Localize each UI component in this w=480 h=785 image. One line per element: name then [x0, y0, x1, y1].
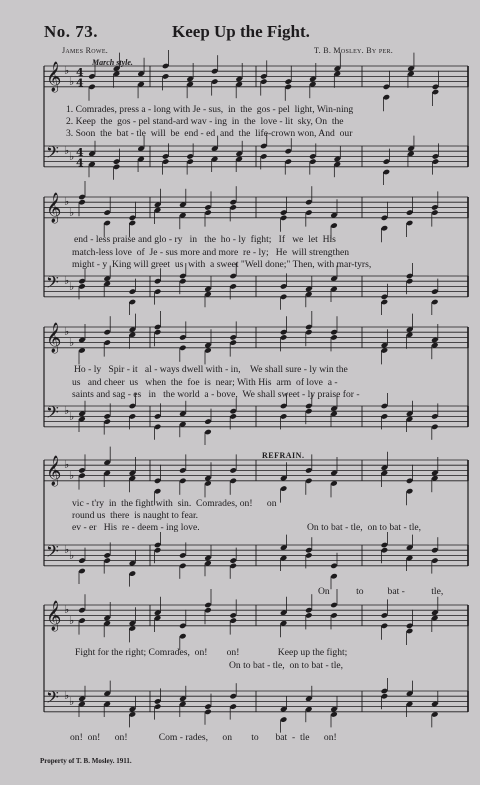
flat-icon: ♭ — [69, 150, 75, 163]
lyric-line: round us there is naught to fear. — [72, 510, 199, 521]
lyric-line: 2. Keep the gos - pel stand-ard wav - ing in the love - lit sky, On the — [66, 116, 344, 127]
flat-icon: ♭ — [69, 469, 75, 482]
flat-icon: ♭ — [64, 404, 70, 417]
flat-icon: ♭ — [64, 603, 70, 616]
copyright-footer: Property of T. B. Mosley. 1911. — [40, 757, 132, 765]
flat-icon: ♭ — [64, 458, 70, 471]
treble-clef-icon: 𝄞 — [46, 456, 62, 486]
flat-icon: ♭ — [64, 144, 70, 157]
bass-clef-icon: 𝄢 — [46, 402, 59, 426]
bass-clef-icon: 𝄢 — [46, 687, 59, 711]
time-signature: 4 — [76, 76, 84, 90]
flat-icon: ♭ — [69, 614, 75, 627]
lyric-line: Fight for the right; Comrades, on! on! Keep up the fight; — [75, 647, 348, 658]
lyric-line: end - less praise and glo - ry in the ho - ly fight; If we let His — [74, 234, 336, 245]
flat-icon: ♭ — [64, 195, 70, 208]
flat-icon: ♭ — [69, 336, 75, 349]
flat-icon: ♭ — [64, 64, 70, 77]
lyric-line: On to bat - tle, on to bat - tle, — [229, 660, 344, 671]
hymn-number: No. 73. — [44, 22, 99, 41]
treble-clef-icon: 𝄞 — [46, 601, 62, 631]
hymn-title: Keep Up the Fight. — [172, 22, 310, 41]
tempo-marking: March style. — [92, 58, 133, 67]
flat-icon: ♭ — [69, 280, 75, 293]
flat-icon: ♭ — [64, 274, 70, 287]
time-signature: 4 — [76, 146, 84, 159]
treble-clef-icon: 𝄞 — [46, 193, 62, 223]
flat-icon: ♭ — [69, 695, 75, 708]
composer-credit: T. B. Mosley. By per. — [314, 46, 394, 55]
flat-icon: ♭ — [64, 325, 70, 338]
refrain-label: REFRAIN. — [262, 451, 305, 460]
lyric-line: match-less love of Je - sus more and more re - ly; He will strengthen — [72, 247, 350, 258]
bass-clef-icon: 𝄢 — [46, 142, 59, 166]
lyric-line: on! on! on! Com - rades, on to bat - tle on! — [70, 732, 337, 743]
lyric-line: 3. Soon the bat - tle will be end - ed and the life-crown won, And our — [66, 128, 353, 139]
time-signature: 4 — [76, 156, 84, 170]
lyricist-credit: James Rowe. — [62, 46, 109, 55]
flat-icon: ♭ — [69, 75, 75, 88]
flat-icon: ♭ — [69, 206, 75, 219]
bass-clef-icon: 𝄢 — [46, 541, 59, 565]
flat-icon: ♭ — [64, 543, 70, 556]
flat-icon: ♭ — [64, 689, 70, 702]
lyric-line: saints and sag - es in the world a - bove, We shall sweet - ly praise for - — [72, 389, 360, 400]
treble-clef-icon: 𝄞 — [46, 62, 62, 92]
flat-icon: ♭ — [69, 549, 75, 562]
bass-clef-icon: 𝄢 — [46, 272, 59, 296]
lyric-line: us and cheer us when the foe is near; With His arm of love a - — [72, 377, 338, 388]
lyric-line: ev - er His re - deem - ing love. — [72, 522, 200, 533]
lyric-line: might - y King will greet us with a sweet "Well done;" Then, with mar-tyrs, — [72, 259, 372, 270]
lyric-line: vic - t'ry in the fight with sin. Comrades, on! on — [72, 498, 277, 509]
lyric-line: On to bat - tle, — [318, 586, 444, 597]
lyric-line: Ho - ly Spir - it al - ways dwell with - in, We shall sure - ly win the — [74, 364, 348, 375]
treble-clef-icon: 𝄞 — [46, 323, 62, 353]
time-signature: 4 — [76, 66, 84, 79]
flat-icon: ♭ — [69, 410, 75, 423]
lyric-line: On to bat - tle, on to bat - tle, — [307, 522, 422, 533]
lyric-line: 1. Comrades, press a - long with Je - sus, in the gos - pel light, Win-ning — [66, 104, 354, 115]
